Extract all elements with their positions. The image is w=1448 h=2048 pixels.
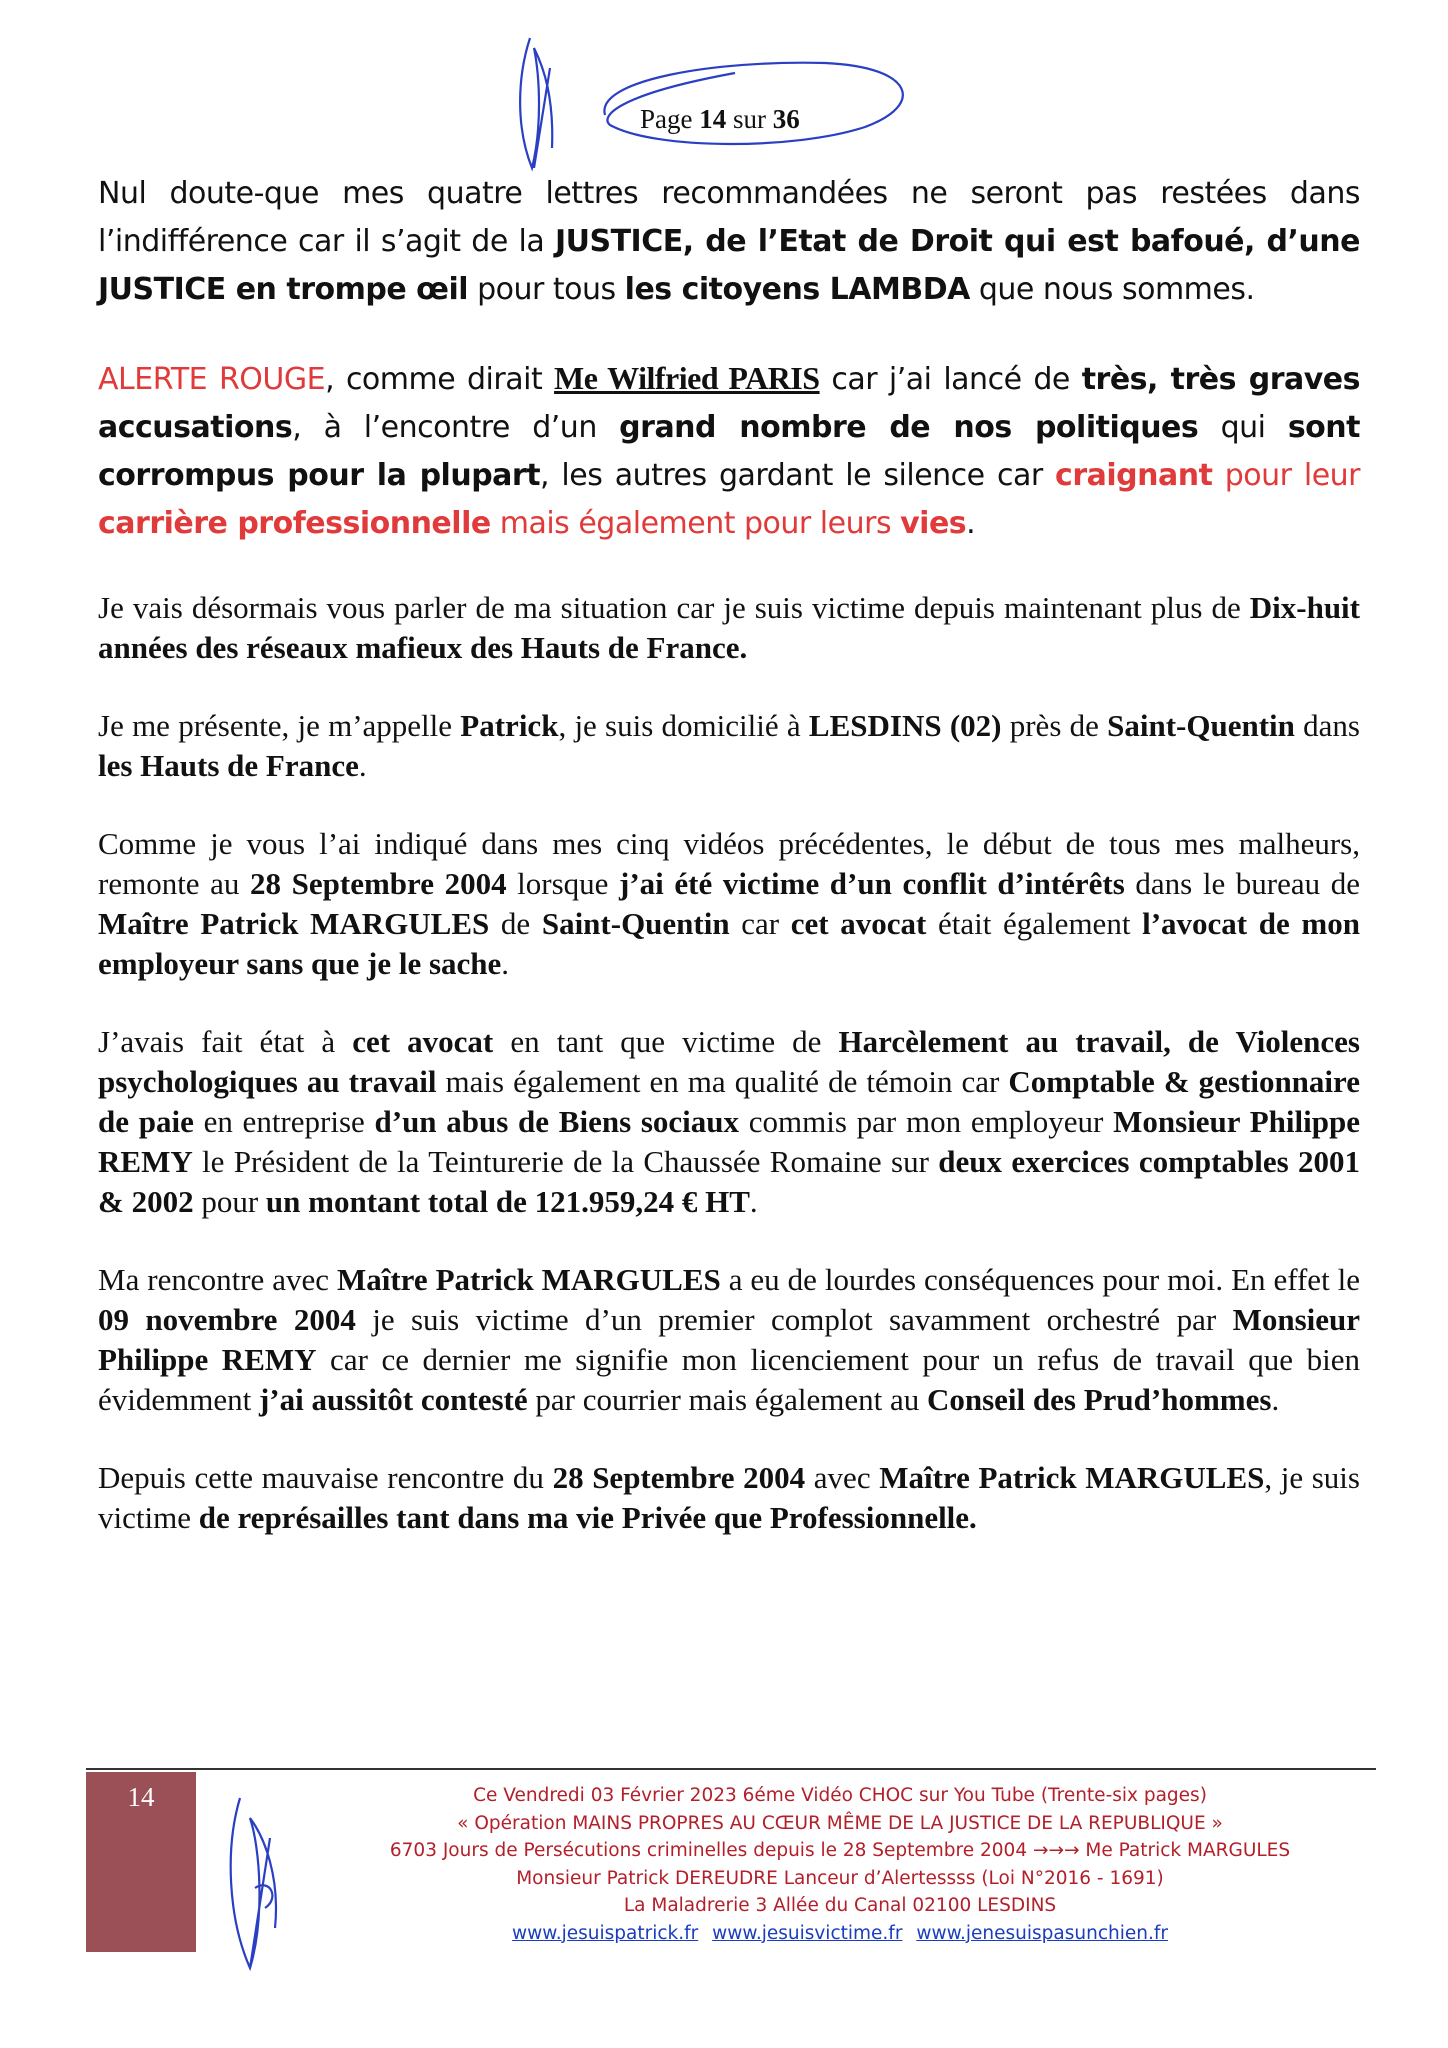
paragraph-4: Je me présente, je m’appelle Patrick, je suis domicilié à LESDINS (02) près de Saint-Quentin dans les Hauts de France. <box>98 708 1360 783</box>
footer-line-1: Ce Vendredi 03 Février 2023 6éme Vidéo CHOC sur You Tube (Trente-six pages) <box>473 1785 1207 1806</box>
paragraph-1: Nul doute-que mes quatre lettres recommandées ne seront pas restées dans l’indifférence car il s’agit de la JUSTICE, de l’Etat de Droit qui est bafoué, d’une JUSTICE en trompe œil pour tous les citoyens LAMBDA que nous sommes. <box>98 176 1360 307</box>
footer-links <box>340 1920 1340 1948</box>
link-jesuisvictime[interactable]: www.jesuisvictime.fr <box>712 1922 903 1944</box>
paragraph-8: Depuis cette mauvaise rencontre du 28 Septembre 2004 avec Maître Patrick MARGULES, je suis victime de représailles tant dans ma vie Privée que Professionnelle. <box>98 1460 1360 1535</box>
footer-line-4: Monsieur Patrick DEREUDRE Lanceur d’Alertessss (Loi N°2016 - 1691) <box>516 1867 1164 1889</box>
footer-divider <box>86 1768 1376 1770</box>
footer-text <box>340 1782 1340 1947</box>
footer-page-number: 14 <box>127 1782 155 1812</box>
footer-line-3: 6703 Jours de Persécutions criminelles depuis le 28 Septembre 2004 →→→ Me Patrick MARGULES <box>389 1840 1291 1861</box>
paragraph-5: Comme je vous l’ai indiqué dans mes cinq vidéos précédentes, le début de tous mes malheurs, remonte au 28 Septembre 2004 lorsque j’ai été victime d’un conflit d’intérêts dans le bureau de Maître Patrick MARGULES de Saint-Quentin car cet avocat était également l’avocat de mon employeur sans que je le sache. <box>98 826 1361 981</box>
link-jesuispatrick[interactable]: www.jesuispatrick.fr <box>512 1922 699 1944</box>
alert-label: ALERTE ROUGE <box>98 362 326 397</box>
page-indicator: Page 14 sur 36 <box>640 104 800 134</box>
handwritten-signature-bottom <box>220 1778 290 1978</box>
name-wilfried-paris: Me Wilfried PARIS <box>554 360 820 396</box>
paragraph-2: ALERTE ROUGE, comme dirait Me Wilfried PARIS car j’ai lancé de très, très graves accusations, à l’encontre d’un grand nombre de nos politiques qui sont corrompus pour la plupart, les autres gardant le silence car craignant pour leur carrière professionnelle mais également pour leurs vies. <box>98 360 1361 541</box>
link-jenesuispasunchien[interactable]: www.jenesuispasunchien.fr <box>916 1922 1168 1944</box>
page-header <box>600 92 860 152</box>
document-body <box>98 170 1360 1576</box>
paragraph-3: Je vais désormais vous parler de ma situation car je suis victime depuis maintenant plus de Dix-huit années des réseaux mafieux des Hauts de France. <box>98 590 1360 665</box>
paragraph-7: Ma rencontre avec Maître Patrick MARGULES a eu de lourdes conséquences pour moi. En effet le 09 novembre 2004 je suis victime d’un premier complot savamment orchestré par Monsieur Philippe REMY car ce dernier me signifie mon licenciement pour un refus de travail que bien évidemment j’ai aussitôt contesté par courrier mais également au Conseil des Prud’hommes. <box>98 1262 1360 1417</box>
paragraph-6: J’avais fait état à cet avocat en tant que victime de Harcèlement au travail, de Violences psychologiques au travail mais également en ma qualité de témoin car Comptable & gestionnaire de paie en entreprise d’un abus de Biens sociaux commis par mon employeur Monsieur Philippe REMY le Président de la Teinturerie de la Chaussée Romaine sur deux exercices comptables 2001 & 2002 pour un montant total de 121.959,24 € HT. <box>98 1024 1360 1219</box>
handwritten-signature-top <box>512 28 562 178</box>
footer-line-2: « Opération MAINS PROPRES AU CŒUR MÊME DE LA JUSTICE DE LA REPUBLIQUE » <box>457 1812 1223 1834</box>
footer-line-5: La Maladrerie 3 Allée du Canal 02100 LESDINS <box>623 1895 1057 1916</box>
footer-page-block <box>86 1772 196 1952</box>
